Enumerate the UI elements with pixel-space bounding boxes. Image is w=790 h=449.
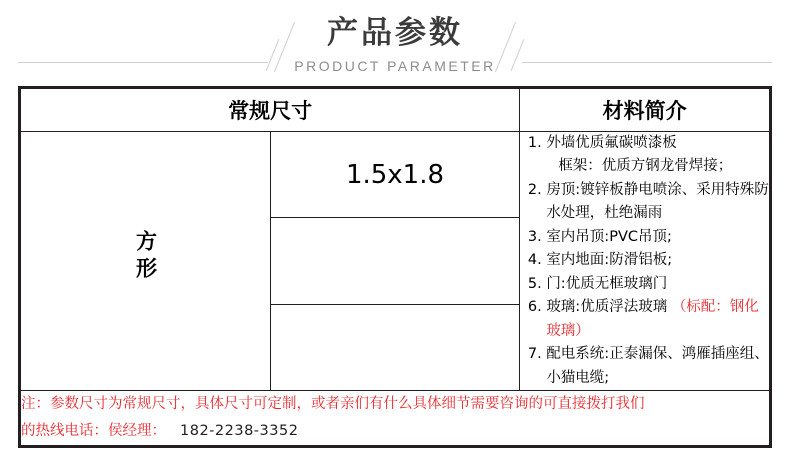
page-subtitle: PRODUCT PARAMETER xyxy=(294,58,496,74)
note-line-2: 的热线电话：侯经理： xyxy=(21,423,166,440)
list-item xyxy=(546,249,769,272)
note-row xyxy=(21,391,770,446)
note-cell xyxy=(21,391,770,446)
material-item-2: 房顶:镀锌板静电喷涂、采用特殊防水处理，杜绝漏雨 xyxy=(546,181,769,222)
column-header-size: 常规尺寸 xyxy=(21,89,520,132)
table-header-row xyxy=(21,89,770,132)
material-item-6-note: （标配：钢化玻璃） xyxy=(546,299,759,339)
parameter-table-wrapper xyxy=(18,86,772,448)
material-cell xyxy=(520,132,770,391)
list-item xyxy=(546,132,769,179)
note-line-2-wrapper xyxy=(21,418,769,445)
parameter-table xyxy=(20,88,770,446)
row-label-shape-text: 方形 xyxy=(133,230,158,285)
contact-phone: 182-2238-3352 xyxy=(180,423,299,440)
page-header xyxy=(0,0,790,86)
list-item xyxy=(546,273,769,296)
row-label-shape xyxy=(21,132,271,391)
list-item xyxy=(546,343,769,390)
material-item-7: 配电系统:正泰漏保、鸿雁插座组、小猫电缆; xyxy=(546,346,769,386)
list-item xyxy=(546,296,769,343)
list-item xyxy=(546,179,769,226)
material-list xyxy=(520,132,769,390)
material-item-1-sub: 框架：优质方钢龙骨焊接； xyxy=(558,158,733,175)
column-header-material: 材料简介 xyxy=(520,89,770,132)
size-value-cell: 1.5x1.8 xyxy=(270,132,520,218)
material-item-1: 外墙优质氟碳喷漆板 xyxy=(546,135,677,151)
list-item xyxy=(546,226,769,249)
material-item-3: 室内吊顶:PVC吊顶; xyxy=(546,228,672,245)
size-empty-cell-2 xyxy=(270,304,520,390)
size-empty-cell-1 xyxy=(270,218,520,304)
material-item-4: 室内地面:防滑铝板; xyxy=(546,252,673,269)
note-line-1: 注：参数尺寸为常规尺寸，具体尺寸可定制，或者亲们有什么具体细节需要咨询的可直接拨打我们 xyxy=(21,396,645,413)
page-title: 产品参数 xyxy=(327,15,463,51)
table-row xyxy=(21,132,770,218)
material-item-5: 门:优质无框玻璃门 xyxy=(546,275,668,292)
material-item-6: 玻璃:优质浮法玻璃 xyxy=(546,299,668,316)
